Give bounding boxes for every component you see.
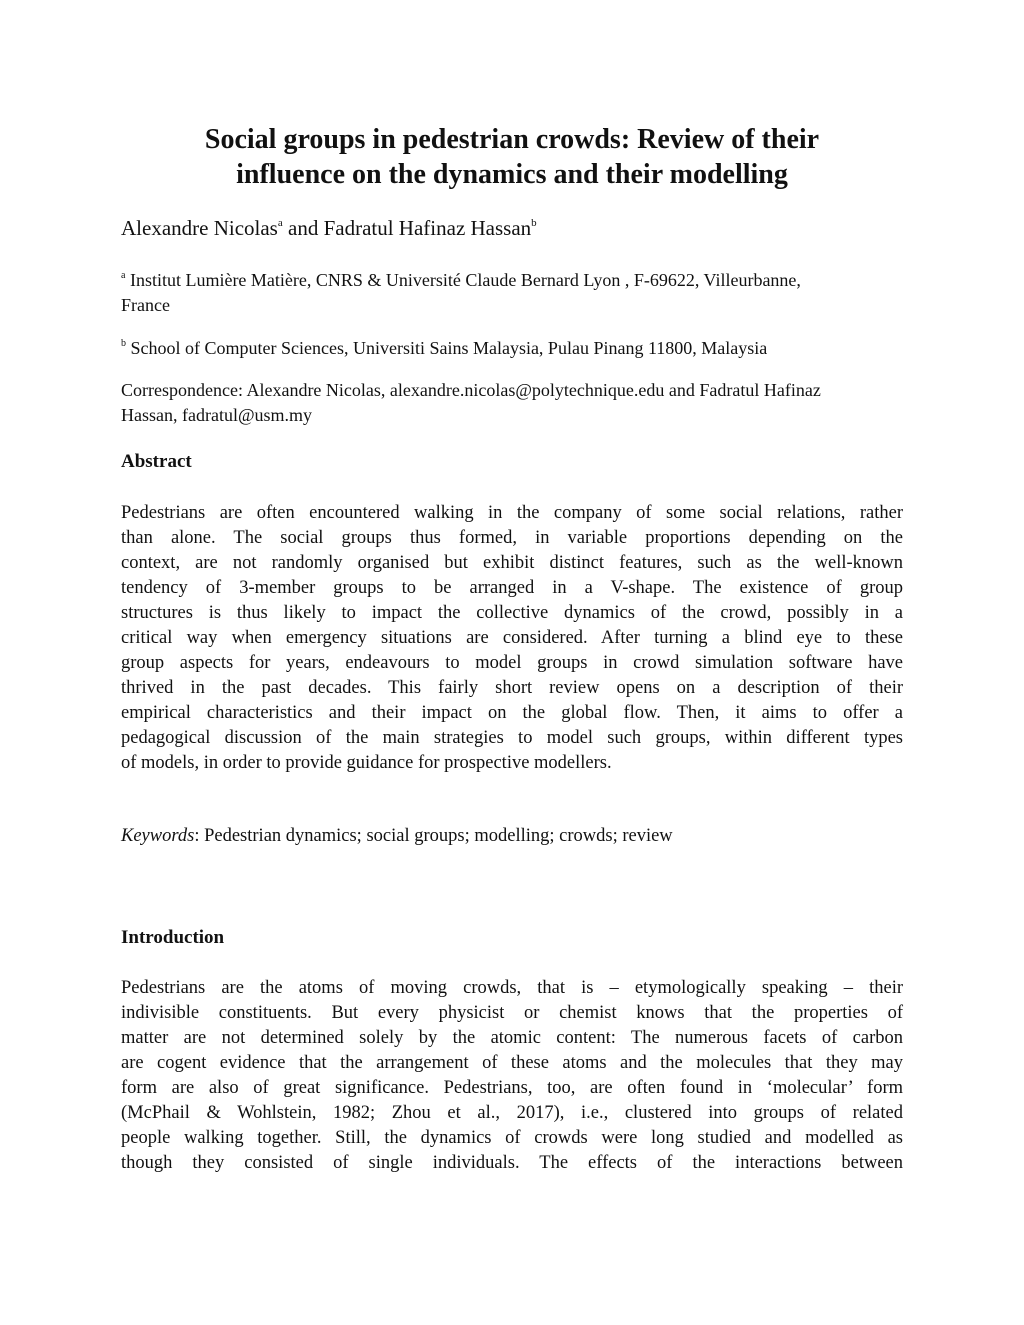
correspondence: [121, 378, 821, 427]
author-name: Alexandre Nicolas: [121, 216, 278, 240]
keywords-text: : Pedestrian dynamics; social groups; modelling; crowds; review: [194, 826, 673, 846]
affiliation-a: [121, 268, 801, 317]
abstract-line: Pedestrians are often encountered walking in the company of some social relations, rather: [121, 503, 903, 523]
abstract-line: group aspects for years, endeavours to model groups in crowd simulation software have: [121, 653, 903, 673]
title-line: Social groups in pedestrian crowds: Review of their: [204, 124, 820, 155]
correspondence-line: Hassan, fadratul@usm.my: [121, 404, 313, 425]
affiliation-b: [121, 336, 767, 361]
abstract-line: than alone. The social groups thus formed, in variable proportions depending on the: [121, 528, 903, 548]
abstract-line: thrived in the past decades. This fairly short review opens on a description of their: [121, 678, 903, 698]
abstract-body: [121, 501, 903, 776]
abstract-line: critical way when emergency situations are considered. After turning a blind eye to these: [121, 628, 903, 648]
affiliation-text: France: [121, 294, 170, 315]
affiliation-text: School of Computer Sciences, Universiti Sains Malaysia, Pulau Pinang 11800, Malaysia: [130, 338, 768, 358]
correspondence-line: Correspondence: Alexandre Nicolas, alexandre.nicolas@polytechnique.edu and Fadratul Hafinaz: [121, 380, 821, 400]
abstract-line: structures is thus likely to impact the collective dynamics of the crowd, possibly in a: [121, 603, 903, 623]
affiliation-mark: a: [121, 270, 126, 281]
intro-line: Pedestrians are the atoms of moving crowds, that is – etymologically speaking – their: [121, 978, 903, 998]
intro-line: form are also of great significance. Pedestrians, too, are often found in ‘molecular’ form: [121, 1078, 903, 1098]
abstract-line: context, are not randomly organised but exhibit distinct features, such as the well-known: [121, 553, 903, 573]
author-name: Fadratul Hafinaz Hassan: [323, 216, 532, 240]
abstract-line: tendency of 3-member groups to be arranged in a V-shape. The existence of group: [121, 578, 903, 598]
intro-line: (McPhail & Wohlstein, 1982; Zhou et al., 2017), i.e., clustered into groups of related: [121, 1103, 903, 1123]
intro-line: people walking together. Still, the dynamics of crowds were long studied and modelled as: [121, 1128, 903, 1148]
abstract-heading: Abstract: [121, 451, 192, 472]
title-line: influence on the dynamics and their modelling: [236, 159, 788, 190]
abstract-line: of models, in order to provide guidance for prospective modellers.: [121, 753, 612, 773]
paper-title: [150, 122, 874, 192]
affiliation-mark: a: [277, 217, 283, 229]
abstract-line: empirical characteristics and their impact on the global flow. Then, it aims to offer a: [121, 703, 903, 723]
intro-line: though they consisted of single individuals. The effects of the interactions between: [121, 1153, 903, 1173]
keywords: [121, 826, 673, 847]
author-list: [121, 216, 537, 241]
author-connector: and: [282, 216, 324, 240]
keywords-label: Keywords: [121, 826, 195, 846]
introduction-body: [121, 976, 903, 1176]
abstract-line: pedagogical discussion of the main strategies to model such groups, within different types: [121, 728, 903, 748]
introduction-heading: Introduction: [121, 927, 225, 948]
intro-line: matter are not determined solely by the atomic content: The numerous facets of carbon: [121, 1028, 903, 1048]
intro-line: indivisible constituents. But every physicist or chemist knows that the properties of: [121, 1003, 903, 1023]
affiliation-text: Institut Lumière Matière, CNRS & Université Claude Bernard Lyon , F-69622, Villeurbanne,: [129, 270, 801, 290]
affiliation-mark: b: [531, 217, 537, 229]
affiliation-mark: b: [121, 338, 126, 349]
intro-line: are cogent evidence that the arrangement of these atoms and the molecules that they may: [121, 1053, 903, 1073]
